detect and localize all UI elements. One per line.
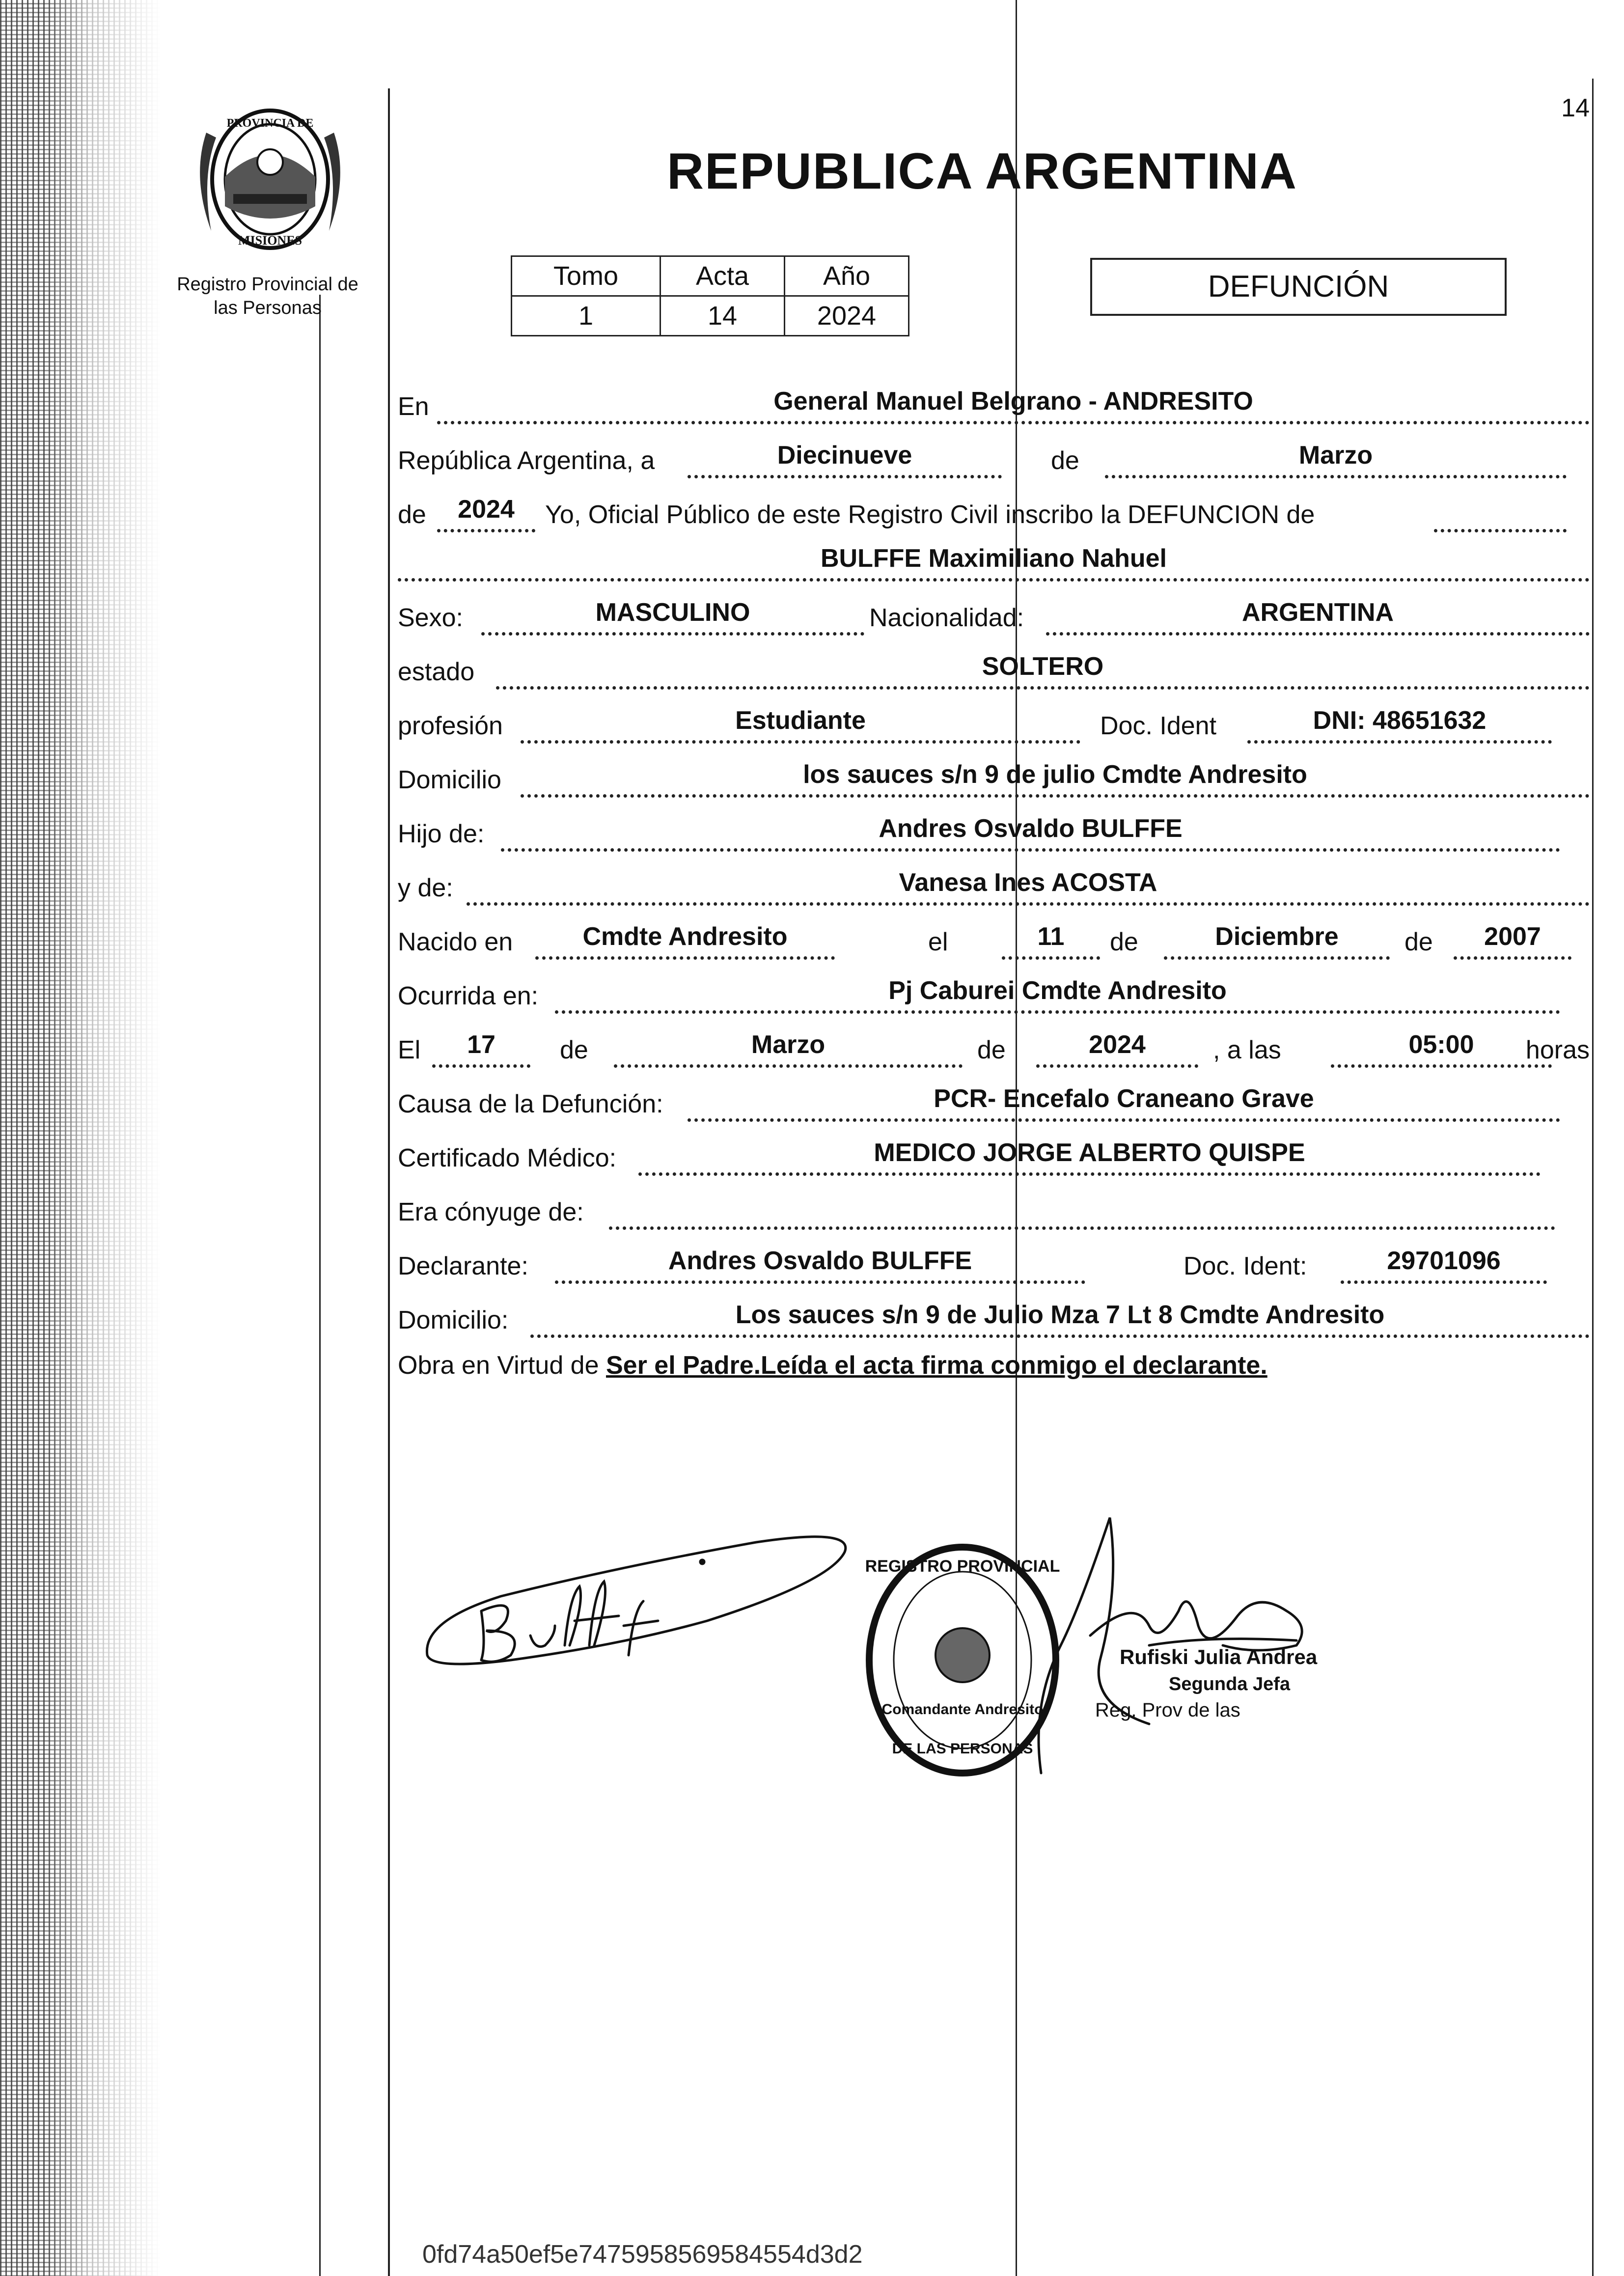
row-nacimiento — [398, 918, 1590, 963]
field-profesion: Estudiante — [521, 706, 1080, 744]
label-doc: Doc. Ident — [1100, 712, 1217, 740]
label-domicilio: Domicilio — [398, 766, 501, 794]
field-def-mes: Marzo — [614, 1030, 963, 1068]
field-def-hora: 05:00 — [1331, 1030, 1552, 1068]
registry-name — [157, 273, 378, 320]
field-def-dia: 17 — [432, 1030, 530, 1068]
reference-header-row — [512, 256, 909, 296]
label-horas: horas — [1525, 1036, 1590, 1064]
label-de: de — [1051, 446, 1079, 475]
field-anio: 2024 — [437, 495, 535, 532]
label-nacido: Nacido en — [398, 928, 513, 956]
field-conyuge — [609, 1192, 1555, 1230]
svg-text:MISIONES: MISIONES — [238, 233, 303, 248]
label-sexo: Sexo: — [398, 604, 463, 632]
field-padre: Andres Osvaldo BULFFE — [501, 814, 1560, 852]
row-padre — [398, 810, 1590, 855]
label-de-nac-mes: de — [1110, 928, 1138, 956]
label-conyuge: Era cónyuge de: — [398, 1198, 584, 1226]
row-fallecido — [398, 540, 1590, 584]
label-republica: República Argentina, a — [398, 446, 655, 475]
field-domicilio: los sauces s/n 9 de julio Cmdte Andresito — [521, 760, 1590, 798]
signer-name: Rufiski Julia Andrea — [1120, 1645, 1318, 1668]
row-estado — [398, 648, 1590, 693]
label-en: En — [398, 392, 429, 421]
row-fecha-defuncion — [398, 1027, 1590, 1071]
closing-text: Ser el Padre.Leída el acta firma conmigo el declarante. — [606, 1351, 1267, 1380]
label-hijo: Hijo de: — [398, 820, 485, 848]
field-nacido-anio: 2007 — [1454, 922, 1571, 960]
row-conyuge — [398, 1189, 1590, 1233]
left-margin-line — [319, 295, 321, 2276]
field-declarante-doc: 29701096 — [1341, 1246, 1547, 1284]
field-sexo: MASCULINO — [481, 598, 864, 636]
label-de-def-anio: de — [977, 1036, 1006, 1064]
registry-name-line1: Registro Provincial de — [177, 274, 358, 295]
field-causa: PCR- Encefalo Craneano Grave — [688, 1084, 1560, 1122]
closing-prefix: Obra en Virtud de — [398, 1351, 599, 1380]
reference-header-acta: Acta — [661, 256, 785, 296]
field-declarante-domicilio: Los sauces s/n 9 de Julio Mza 7 Lt 8 Cmdte Andresito — [530, 1300, 1590, 1338]
field-lugar: General Manuel Belgrano - ANDRESITO — [437, 387, 1590, 424]
document-title: REPUBLICA ARGENTINA — [666, 143, 1298, 200]
svg-text:Comandante Andresito: Comandante Andresito — [881, 1701, 1044, 1718]
field-doc: DNI: 48651632 — [1247, 706, 1552, 744]
field-declarante: Andres Osvaldo BULFFE — [555, 1246, 1085, 1284]
reference-table — [511, 255, 909, 336]
field-nacionalidad: ARGENTINA — [1046, 598, 1590, 636]
field-inscribo-blank — [1434, 495, 1567, 532]
label-de-def-mes: de — [560, 1036, 588, 1064]
declarant-signature — [427, 1537, 845, 1664]
field-nacido-lugar: Cmdte Andresito — [535, 922, 835, 960]
closing-statement — [398, 1351, 1267, 1380]
reference-value-anio: 2024 — [785, 296, 909, 336]
right-border — [1592, 79, 1594, 2276]
row-sexo-nacionalidad — [398, 594, 1590, 638]
page-number: 14 — [1561, 94, 1590, 122]
signer-role: Segunda Jefa — [1169, 1674, 1291, 1694]
label-inscribo: Yo, Oficial Público de este Registro Civil inscribo la DEFUNCION de — [545, 500, 1315, 529]
row-profesion-documento — [398, 702, 1590, 747]
label-ocurrida: Ocurrida en: — [398, 982, 539, 1010]
label-alas: , a las — [1213, 1036, 1281, 1064]
svg-text:PROVINCIA DE: PROVINCIA DE — [226, 117, 314, 130]
row-domicilio — [398, 756, 1590, 801]
field-def-anio: 2024 — [1036, 1030, 1198, 1068]
label-el: el — [928, 928, 948, 956]
field-nacido-dia: 11 — [1002, 922, 1100, 960]
field-certificado: MEDICO JORGE ALBERTO QUISPE — [638, 1138, 1541, 1176]
document-hash: 0fd74a50ef5e7475958569584554d3d2 — [422, 2240, 863, 2269]
svg-text:DE LAS PERSONAS: DE LAS PERSONAS — [892, 1741, 1033, 1757]
field-nacido-mes: Diciembre — [1164, 922, 1390, 960]
row-domicilio-declarante — [398, 1297, 1590, 1341]
label-de-anio: de — [398, 500, 426, 529]
row-madre — [398, 864, 1590, 909]
official-stamp — [865, 1547, 1060, 1773]
reference-value-acta: 14 — [661, 296, 785, 336]
field-fallecido: BULFFE Maximiliano Nahuel — [398, 544, 1590, 582]
row-declarante — [398, 1243, 1590, 1287]
label-el-def: El — [398, 1036, 421, 1064]
label-nacionalidad: Nacionalidad: — [869, 604, 1024, 632]
field-dia: Diecinueve — [688, 441, 1002, 478]
label-doc2: Doc. Ident: — [1184, 1252, 1307, 1280]
row-ocurrida — [398, 972, 1590, 1017]
provincial-crest-logo — [187, 103, 354, 255]
row-certificado — [398, 1135, 1590, 1179]
label-certificado: Certificado Médico: — [398, 1144, 617, 1172]
label-domicilio2: Domicilio: — [398, 1306, 509, 1334]
label-estado: estado — [398, 658, 475, 686]
svg-text:REGISTRO PROVINCIAL: REGISTRO PROVINCIAL — [865, 1557, 1060, 1576]
row-lugar — [398, 383, 1590, 427]
reference-value-tomo: 1 — [512, 296, 661, 336]
row-causa — [398, 1081, 1590, 1125]
field-madre: Vanesa Ines ACOSTA — [467, 868, 1590, 906]
reference-header-anio: Año — [785, 256, 909, 296]
label-declarante: Declarante: — [398, 1252, 528, 1280]
field-estado: SOLTERO — [496, 652, 1590, 690]
row-anio-inscripcion — [398, 491, 1590, 535]
signer-office: Reg. Prov de las — [1095, 1699, 1240, 1721]
label-yde: y de: — [398, 874, 453, 902]
field-ocurrida: Pj Caburei Cmdte Andresito — [555, 976, 1560, 1014]
registry-name-line2: las Personas — [214, 298, 322, 318]
form-left-border — [388, 88, 390, 2276]
row-fecha-inscripcion — [398, 437, 1590, 481]
record-type-box: DEFUNCIÓN — [1090, 258, 1507, 316]
field-mes: Marzo — [1105, 441, 1567, 478]
reference-value-row — [512, 296, 909, 336]
reference-header-tomo: Tomo — [512, 256, 661, 296]
label-profesion: profesión — [398, 712, 503, 740]
scan-edge-noise — [0, 0, 162, 2276]
label-de-nac-anio: de — [1404, 928, 1433, 956]
label-causa: Causa de la Defunción: — [398, 1090, 663, 1118]
